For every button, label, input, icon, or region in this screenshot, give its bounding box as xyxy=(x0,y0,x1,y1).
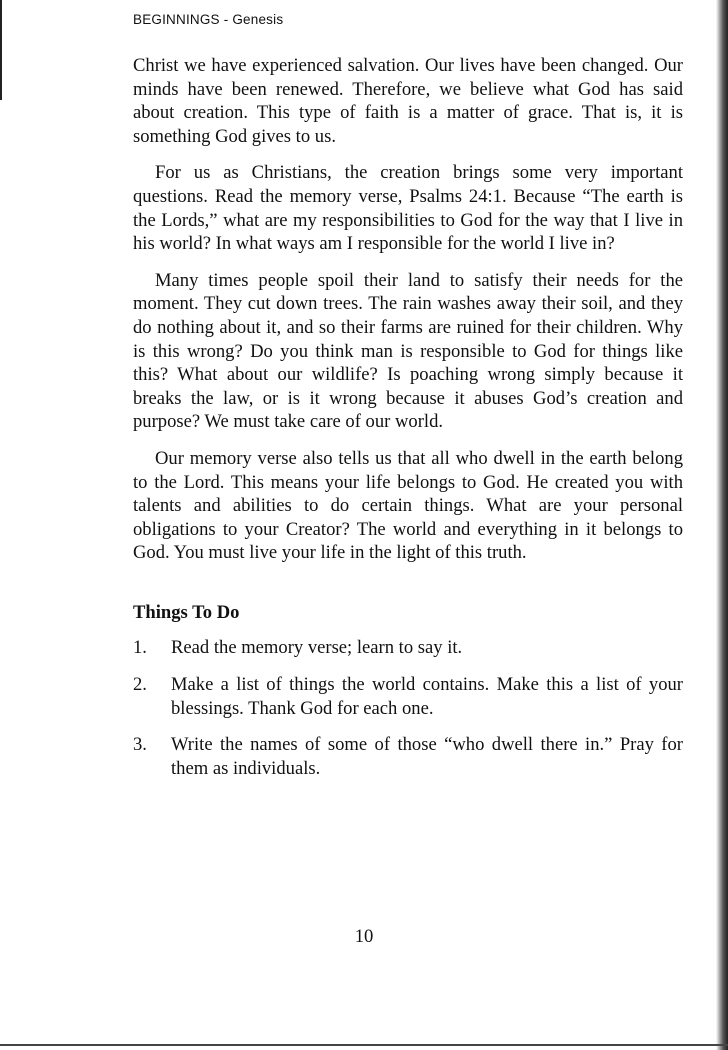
scan-edge-bottom xyxy=(0,1044,728,1046)
paragraph: Our memory verse also tells us that all who dwell in the earth belong to the Lord. This means your life belongs to God. He created you with talents and abilities to do certain things. What are your personal obligations to your Creator? The world and everything in it belongs to God. You must live your life in the light of this truth. xyxy=(133,447,683,564)
section-title: Things To Do xyxy=(133,601,240,623)
list-item xyxy=(133,733,683,780)
list-number: 2. xyxy=(133,674,147,696)
list-item xyxy=(133,636,683,660)
scan-edge-right xyxy=(716,0,728,1050)
list-number: 1. xyxy=(133,637,147,659)
list-number: 3. xyxy=(133,734,147,756)
paragraph: Christ we have experienced salvation. Our lives have been changed. Our minds have been renewed. Therefore, we believe what God has said about creation. This type of faith is a matter of grace. That is, it is something God gives to us. xyxy=(133,55,683,147)
paragraph: Many times people spoil their land to satisfy their needs for the moment. They cut down trees. The rain washes away their soil, and they do nothing about it, and so their farms are ruined for their children. Why is this wrong? Do you think man is responsible to God for things like this? What about our wildlife? Is poaching wrong simply because it breaks the law, or is it wrong because it abuses God’s creation and purpose? We must take care of our world. xyxy=(133,269,683,433)
list-text: Write the names of some of those “who dwell there in.” Pray for them as individuals. xyxy=(171,734,683,779)
list-text: Read the memory verse; learn to say it. xyxy=(171,637,463,659)
list-item xyxy=(133,673,683,720)
page-number: 10 xyxy=(354,926,374,947)
body-text xyxy=(133,54,683,793)
scan-edge-left xyxy=(0,0,2,100)
list-text: Make a list of things the world contains. Make this a list of your blessings. Thank God for each one. xyxy=(171,674,683,719)
paragraph: For us as Christians, the creation brings some very important questions. Read the memory verse, Psalms 24:1. Because “The earth is the Lords,” what are my responsibilities to God for the way that I live in his world? In what ways am I responsible for the world I live in? xyxy=(133,162,683,255)
running-header: BEGINNINGS - Genesis xyxy=(133,12,284,27)
